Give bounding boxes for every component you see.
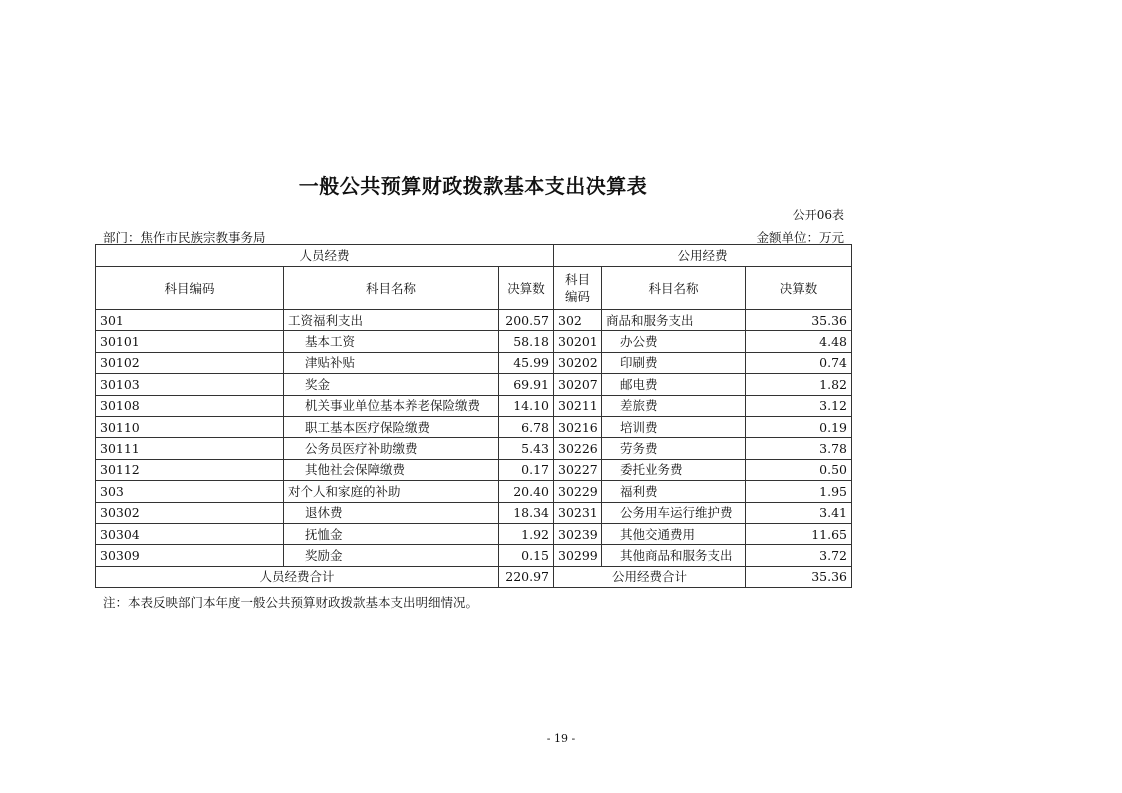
item-name-cell: 对个人和家庭的补助 [284,481,499,502]
amount-cell: 11.65 [746,523,852,544]
item-name-cell: 培训费 [602,416,746,437]
table-row [96,395,852,416]
personnel-total-label: 人员经费合计 [96,566,499,587]
item-name-cell: 委托业务费 [602,459,746,480]
amount-cell: 6.78 [499,416,554,437]
amount-cell: 1.82 [746,374,852,395]
table-row [96,523,852,544]
document-title: 一般公共预算财政拨款基本支出决算表 [298,174,648,198]
budget-table [95,244,852,588]
item-name-cell: 办公费 [602,331,746,352]
table-row [96,545,852,566]
item-name-cell: 奖励金 [284,545,499,566]
table-row [96,502,852,523]
item-name-cell: 退休费 [284,502,499,523]
code-cell: 30103 [96,374,284,395]
code-cell: 30211 [554,395,602,416]
item-name-cell: 工资福利支出 [284,310,499,331]
col-name-header: 科目名称 [284,267,499,310]
public-header: 公用经费 [554,245,852,267]
table-row [96,459,852,480]
item-name-cell: 公务用车运行维护费 [602,502,746,523]
amount-cell: 3.41 [746,502,852,523]
total-row [96,566,852,587]
page-number: - 19 - [546,732,576,745]
table-row [96,310,852,331]
code-cell: 30111 [96,438,284,459]
item-name-cell: 其他社会保障缴费 [284,459,499,480]
item-name-cell: 津贴补贴 [284,352,499,373]
code-cell: 30110 [96,416,284,437]
amount-cell: 20.40 [499,481,554,502]
code-cell: 301 [96,310,284,331]
amount-cell: 0.17 [499,459,554,480]
code-cell: 30231 [554,502,602,523]
amount-cell: 4.48 [746,331,852,352]
item-name-cell: 公务员医疗补助缴费 [284,438,499,459]
amount-cell: 0.74 [746,352,852,373]
item-name-cell: 其他商品和服务支出 [602,545,746,566]
code-cell: 30201 [554,331,602,352]
code-cell: 30227 [554,459,602,480]
item-name-cell: 差旅费 [602,395,746,416]
personnel-total-amount: 220.97 [499,566,554,587]
code-cell: 30299 [554,545,602,566]
item-name-cell: 商品和服务支出 [602,310,746,331]
item-name-cell: 抚恤金 [284,523,499,544]
amount-cell: 14.10 [499,395,554,416]
code-cell: 302 [554,310,602,331]
public-total-label: 公用经费合计 [554,566,746,587]
footnote: 注：本表反映部门本年度一般公共预算财政拨款基本支出明细情况。 [103,595,479,610]
code-cell: 303 [96,481,284,502]
amount-cell: 3.78 [746,438,852,459]
item-name-cell: 印刷费 [602,352,746,373]
department-label: 部门：焦作市民族宗教事务局 [103,230,266,245]
code-cell: 30309 [96,545,284,566]
table-row [96,374,852,395]
amount-cell: 0.15 [499,545,554,566]
amount-cell: 1.95 [746,481,852,502]
col-code2-line2: 编码 [564,289,590,304]
amount-cell: 1.92 [499,523,554,544]
amount-cell: 200.57 [499,310,554,331]
col-code-header: 科目编码 [96,267,284,310]
code-cell: 30102 [96,352,284,373]
public-total-amount: 35.36 [746,566,852,587]
code-cell: 30226 [554,438,602,459]
amount-cell: 0.19 [746,416,852,437]
personnel-header: 人员经费 [96,245,554,267]
code-cell: 30207 [554,374,602,395]
amount-cell: 58.18 [499,331,554,352]
table-row [96,481,852,502]
item-name-cell: 基本工资 [284,331,499,352]
code-cell: 30112 [96,459,284,480]
item-name-cell: 职工基本医疗保险缴费 [284,416,499,437]
item-name-cell: 邮电费 [602,374,746,395]
col-code2-header [554,267,602,310]
item-name-cell: 福利费 [602,481,746,502]
column-header-row [96,267,852,310]
code-cell: 30229 [554,481,602,502]
amount-cell: 3.12 [746,395,852,416]
amount-cell: 45.99 [499,352,554,373]
code-cell: 30101 [96,331,284,352]
item-name-cell: 劳务费 [602,438,746,459]
amount-cell: 3.72 [746,545,852,566]
col-name2-header: 科目名称 [602,267,746,310]
amount-cell: 18.34 [499,502,554,523]
table-row [96,438,852,459]
form-number: 公开06表 [792,208,844,222]
code-cell: 30304 [96,523,284,544]
item-name-cell: 机关事业单位基本养老保险缴费 [284,395,499,416]
col-code2-line1: 科目 [564,272,590,287]
amount-unit-label: 金额单位：万元 [756,230,844,245]
code-cell: 30108 [96,395,284,416]
item-name-cell: 奖金 [284,374,499,395]
item-name-cell: 其他交通费用 [602,523,746,544]
code-cell: 30202 [554,352,602,373]
col-amount-header: 决算数 [499,267,554,310]
table-row [96,416,852,437]
amount-cell: 35.36 [746,310,852,331]
code-cell: 30239 [554,523,602,544]
group-header-row [96,245,852,267]
amount-cell: 0.50 [746,459,852,480]
amount-cell: 69.91 [499,374,554,395]
code-cell: 30216 [554,416,602,437]
table-row [96,352,852,373]
code-cell: 30302 [96,502,284,523]
amount-cell: 5.43 [499,438,554,459]
table-row [96,331,852,352]
col-amount2-header: 决算数 [746,267,852,310]
